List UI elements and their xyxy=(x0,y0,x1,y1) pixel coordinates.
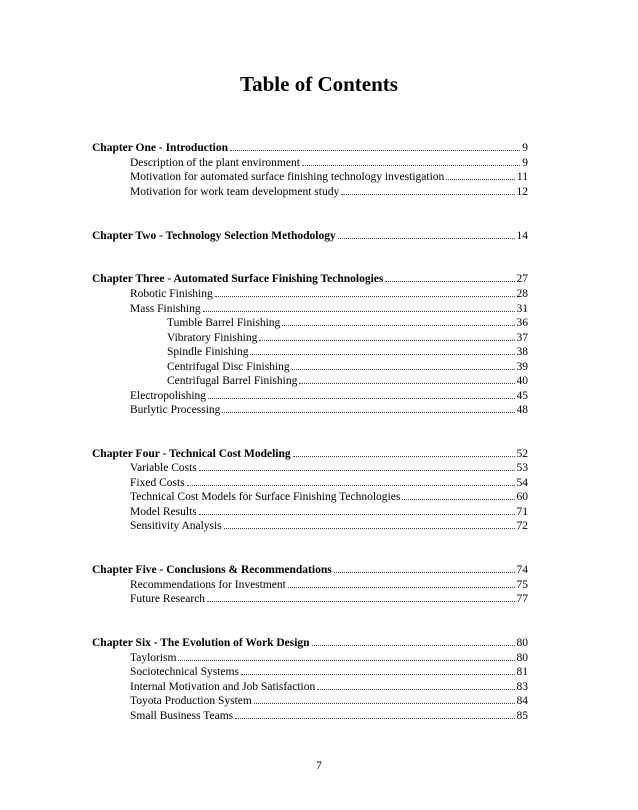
toc-page-number: 80 xyxy=(516,637,528,649)
toc-entry[interactable] xyxy=(130,665,528,679)
toc-entry[interactable] xyxy=(130,461,528,475)
toc-entry-label: Toyota Production System xyxy=(130,695,252,707)
toc-entry-label: Spindle Finishing xyxy=(167,346,249,358)
toc-entry-label: Recommendations for Investment xyxy=(130,579,286,591)
toc-entry[interactable] xyxy=(130,156,528,170)
toc-page-number: 39 xyxy=(516,361,528,373)
toc-page-number: 45 xyxy=(516,390,528,402)
toc-page-number: 14 xyxy=(516,230,528,242)
toc-page-number: 71 xyxy=(516,506,528,518)
toc-entry-label: Internal Motivation and Job Satisfaction xyxy=(130,681,316,693)
toc-chapter-one[interactable] xyxy=(92,141,528,155)
toc-page-number: 75 xyxy=(516,579,528,591)
toc-entry[interactable] xyxy=(130,651,528,665)
dot-leader xyxy=(241,665,515,675)
dot-leader xyxy=(446,170,515,180)
dot-leader xyxy=(203,302,515,312)
toc-entry-label: Fixed Costs xyxy=(130,477,185,489)
toc-entry-label: Sensitivity Analysis xyxy=(130,520,222,532)
toc-entry-label: Centrifugal Disc Finishing xyxy=(167,361,290,373)
toc-page-number: 36 xyxy=(516,317,528,329)
dot-leader xyxy=(385,272,514,282)
toc-entry[interactable] xyxy=(130,170,528,184)
toc-page-number: 52 xyxy=(516,448,528,460)
page-title: Table of Contents xyxy=(240,72,398,96)
toc-page-number: 72 xyxy=(516,520,528,532)
toc-entry[interactable] xyxy=(130,694,528,708)
dot-leader xyxy=(299,374,514,384)
toc-chapter-three[interactable] xyxy=(92,272,528,286)
toc-page-number: 9 xyxy=(522,142,528,154)
dot-leader xyxy=(402,490,514,500)
toc-entry-label: Tumble Barrel Finishing xyxy=(167,317,281,329)
dot-leader xyxy=(207,592,514,602)
toc-entry[interactable] xyxy=(130,185,528,199)
toc-page-number: 28 xyxy=(516,288,528,300)
dot-leader xyxy=(338,229,515,239)
toc-entry[interactable] xyxy=(130,709,528,723)
toc-entry-label: Burlytic Processing xyxy=(130,404,221,416)
toc-entry[interactable] xyxy=(130,389,528,403)
toc-entry-label: Sociotechnical Systems xyxy=(130,666,239,678)
toc-chapter-four[interactable] xyxy=(92,447,528,461)
toc-entry[interactable] xyxy=(130,505,528,519)
page-number: 7 xyxy=(316,760,322,772)
dot-leader xyxy=(235,709,514,719)
toc-page-number: 84 xyxy=(516,695,528,707)
toc-entry-label: Chapter Four - Technical Cost Modeling xyxy=(92,448,291,460)
toc-page-number: 74 xyxy=(516,564,528,576)
toc-entry-label: Robotic Finishing xyxy=(130,288,213,300)
toc-page-number: 83 xyxy=(516,681,528,693)
toc-entry[interactable] xyxy=(167,374,528,388)
toc-chapter-five[interactable] xyxy=(92,563,528,577)
toc-page-number: 77 xyxy=(516,593,528,605)
toc-page-number: 80 xyxy=(516,652,528,664)
toc-entry[interactable] xyxy=(130,519,528,533)
toc-entry-label: Chapter One - Introduction xyxy=(92,142,228,154)
toc-entry[interactable] xyxy=(130,680,528,694)
toc-entry-label: Motivation for automated surface finishing technology investigation xyxy=(130,171,445,183)
toc-entry[interactable] xyxy=(130,403,528,417)
dot-leader xyxy=(334,563,515,573)
toc-entry[interactable] xyxy=(130,578,528,592)
toc-entry-label: Electropolishing xyxy=(130,390,207,402)
toc-chapter-six[interactable] xyxy=(92,636,528,650)
toc-entry-label: Mass Finishing xyxy=(130,303,201,315)
toc-page-number: 60 xyxy=(516,491,528,503)
toc-entry[interactable] xyxy=(167,316,528,330)
dot-leader xyxy=(199,505,515,515)
toc-entry-label: Model Results xyxy=(130,506,197,518)
toc-page-number: 85 xyxy=(516,710,528,722)
toc-page-number: 53 xyxy=(516,462,528,474)
toc-entry-label: Future Research xyxy=(130,593,206,605)
dot-leader xyxy=(302,156,520,166)
toc-page-number: 81 xyxy=(516,666,528,678)
toc-entry[interactable] xyxy=(130,476,528,490)
dot-leader xyxy=(215,287,515,297)
toc-entry[interactable] xyxy=(130,490,528,504)
toc-entry-label: Chapter Five - Conclusions & Recommendations xyxy=(92,564,332,576)
toc-page-number: 40 xyxy=(516,375,528,387)
dot-leader xyxy=(293,447,515,457)
dot-leader xyxy=(222,403,514,413)
toc-entry[interactable] xyxy=(167,360,528,374)
dot-leader xyxy=(288,578,515,588)
dot-leader xyxy=(187,476,515,486)
toc-entry[interactable] xyxy=(130,302,528,316)
dot-leader xyxy=(312,636,515,646)
toc-entry[interactable] xyxy=(130,592,528,606)
toc-entry-label: Taylorism xyxy=(130,652,177,664)
toc-entry-label: Chapter Three - Automated Surface Finishing Technologies xyxy=(92,273,384,285)
toc-page-number: 11 xyxy=(516,171,528,183)
toc-page-number: 31 xyxy=(516,303,528,315)
dot-leader xyxy=(259,331,514,341)
toc-entry-label: Technical Cost Models for Surface Finishing Technologies xyxy=(130,491,401,503)
toc-entry-label: Chapter Two - Technology Selection Methodology xyxy=(92,230,336,242)
dot-leader xyxy=(208,389,514,399)
toc-entry-label: Motivation for work team development study xyxy=(130,186,340,198)
toc-page-number: 9 xyxy=(522,157,528,169)
dot-leader xyxy=(254,694,515,704)
dot-leader xyxy=(199,461,515,471)
toc-chapter-two[interactable] xyxy=(92,229,528,243)
toc-entry[interactable] xyxy=(130,287,528,301)
dot-leader xyxy=(317,680,514,690)
dot-leader xyxy=(282,316,514,326)
toc-page-number: 54 xyxy=(516,477,528,489)
toc-entry[interactable] xyxy=(167,345,528,359)
dot-leader xyxy=(224,519,515,529)
toc-entry-label: Chapter Six - The Evolution of Work Design xyxy=(92,637,310,649)
toc-entry-label: Centrifugal Barrel Finishing xyxy=(167,375,298,387)
toc-page-number: 12 xyxy=(516,186,528,198)
toc-entry[interactable] xyxy=(167,331,528,345)
dot-leader xyxy=(250,345,514,355)
toc-entry-label: Vibratory Finishing xyxy=(167,332,258,344)
toc-entry-label: Description of the plant environment xyxy=(130,157,300,169)
toc-entry-label: Variable Costs xyxy=(130,462,197,474)
toc-page-number: 37 xyxy=(516,332,528,344)
dot-leader xyxy=(230,141,520,151)
toc-page-number: 48 xyxy=(516,404,528,416)
toc-page-number: 27 xyxy=(516,273,528,285)
dot-leader xyxy=(292,360,515,370)
toc-entry-label: Small Business Teams xyxy=(130,710,234,722)
toc-page-number: 38 xyxy=(516,346,528,358)
dot-leader xyxy=(341,185,514,195)
dot-leader xyxy=(178,651,514,661)
